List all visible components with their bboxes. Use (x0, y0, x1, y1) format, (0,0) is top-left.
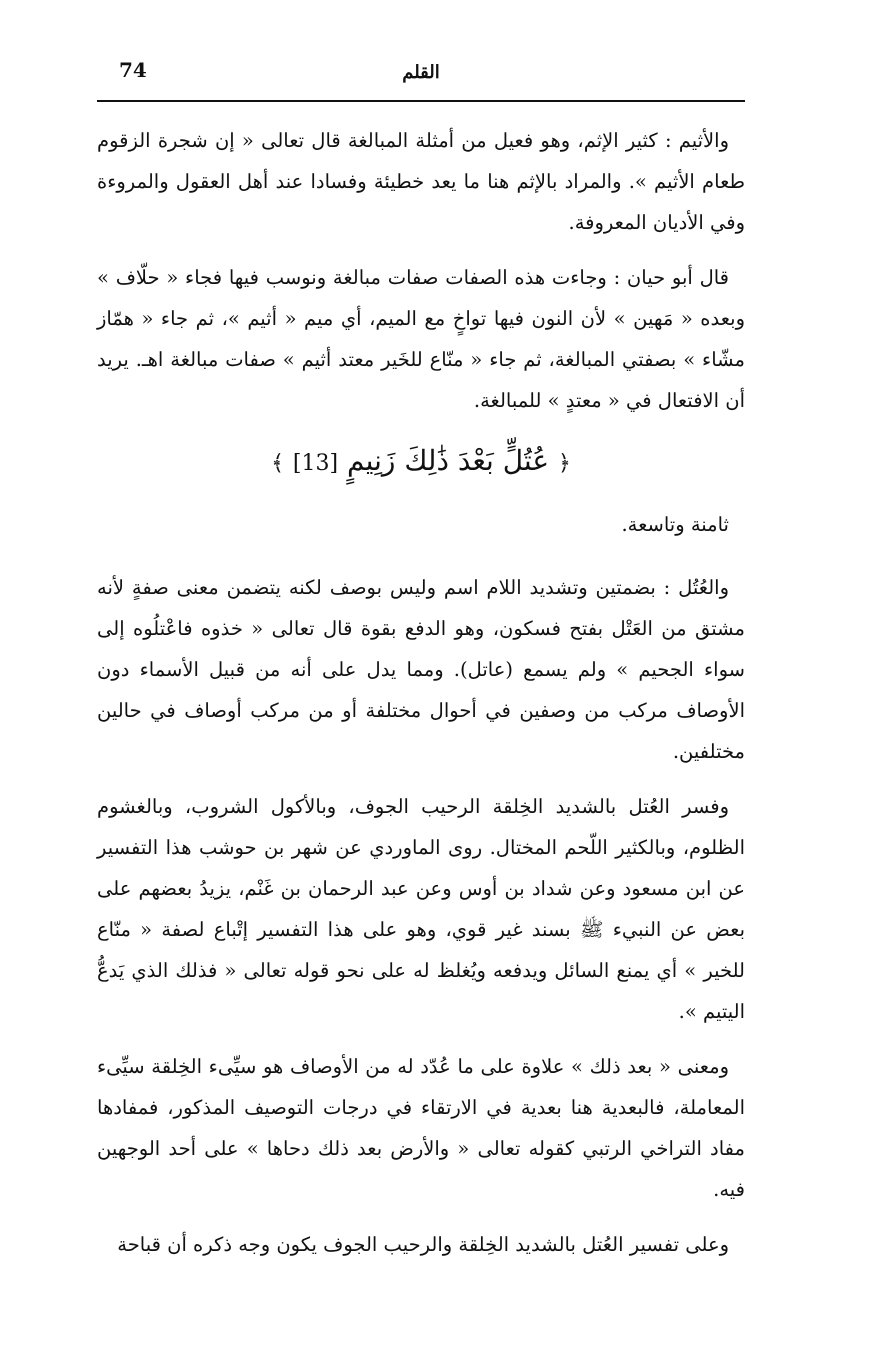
page-body (97, 120, 745, 1279)
paragraph-eighth-ninth: ثامنة وتاسعة. (621, 513, 729, 536)
verse-text: عُتُلٍّ بَعْدَ ذَٰلِكَ زَنِيمٍ (347, 444, 550, 477)
page-header (97, 56, 745, 96)
paragraph-athim: والأثيم : كثير الإثم، وهو فعيل من أمثلة المبالغة قال تعالى « إن شجرة الزقوم طعام الأثيم ». والمراد بالإثم هنا ما يعد خطيئة وفسادا عند أهل العقول والمروءة وفي الأديان المعروفة. (97, 129, 745, 234)
quran-verse (97, 435, 745, 490)
paragraph-utul-definition: والعُتُل : بضمتين وتشديد اللام اسم وليس بوصف لكنه يتضمن معنى صفةٍ لأنه مشتق من العَتْل بفتح فسكون، وهو الدفع بقوة قال تعالى « خذوه فاعْتلُوه إلى سواء الجحيم » ولم يسمع (عاتل). ومما يدل على أنه من قبيل الأسماء دون الأوصاف مركب من وصفين في أحوال مختلفة أو من مركب أوصاف في حالين مختلفين. (97, 576, 745, 763)
verse-open-bracket: ﴿ (557, 451, 571, 476)
paragraph-abu-hayyan: قال أبو حيان : وجاءت هذه الصفات صفات مبالغة ونوسب فيها فجاء « حلّاف » وبعده « مَهين » لأن النون فيها تواخٍ مع الميم، أي ميم « أثيم »، ثم جاء « همّاز مشّاء » بصفتي المبالغة، ثم جاء « منّاع للخَير معتد أثيم » صفات مبالغة اهـ. يريد أن الافتعال في « معتدٍ » للمبالغة. (97, 266, 745, 412)
paragraph-bada-dhalik: ومعنى « بعد ذلك » علاوة على ما عُدّد له من الأوصاف هو سيِّىء الخِلقة سيِّىء المعاملة، فالبعدية هنا بعدية في الارتقاء في درجات التوصيف المذكور، فمفادها مفاد التراخي الرتبي كقوله تعالى « والأرض بعد ذلك دحاها » على أحد الوجهين فيه. (97, 1055, 745, 1201)
header-divider (97, 100, 745, 102)
verse-number: [13] (292, 451, 339, 476)
verse-close-bracket: ﴾ (271, 451, 285, 476)
running-title: القلم (402, 62, 440, 83)
paragraph-utul-tafsir: وفسر العُتل بالشديد الخِلقة الرحيب الجوف، وبالأكول الشروب، وبالغشوم الظلوم، وبالكثير اللّحم المختال. روى الماوردي عن شهر بن حوشب هذا التفسير عن ابن مسعود وعن شداد بن أوس وعن عبد الرحمان بن غَنْم، يزيدُ بعضهم على بعض عن النبيء ﷺ بسند غير قوي، وهو على هذا التفسير إتْباع لصفة « منّاع للخير » أي يمنع السائل ويدفعه ويُغلظ له على نحو قوله تعالى « فذلك الذي يَدعُّ اليتيم ». (97, 795, 745, 1023)
paragraph-continuation: وعلى تفسير العُتل بالشديد الخِلقة والرحيب الجوف يكون وجه ذكره أن قباحة (117, 1233, 729, 1256)
page-number: 74 (119, 58, 147, 82)
